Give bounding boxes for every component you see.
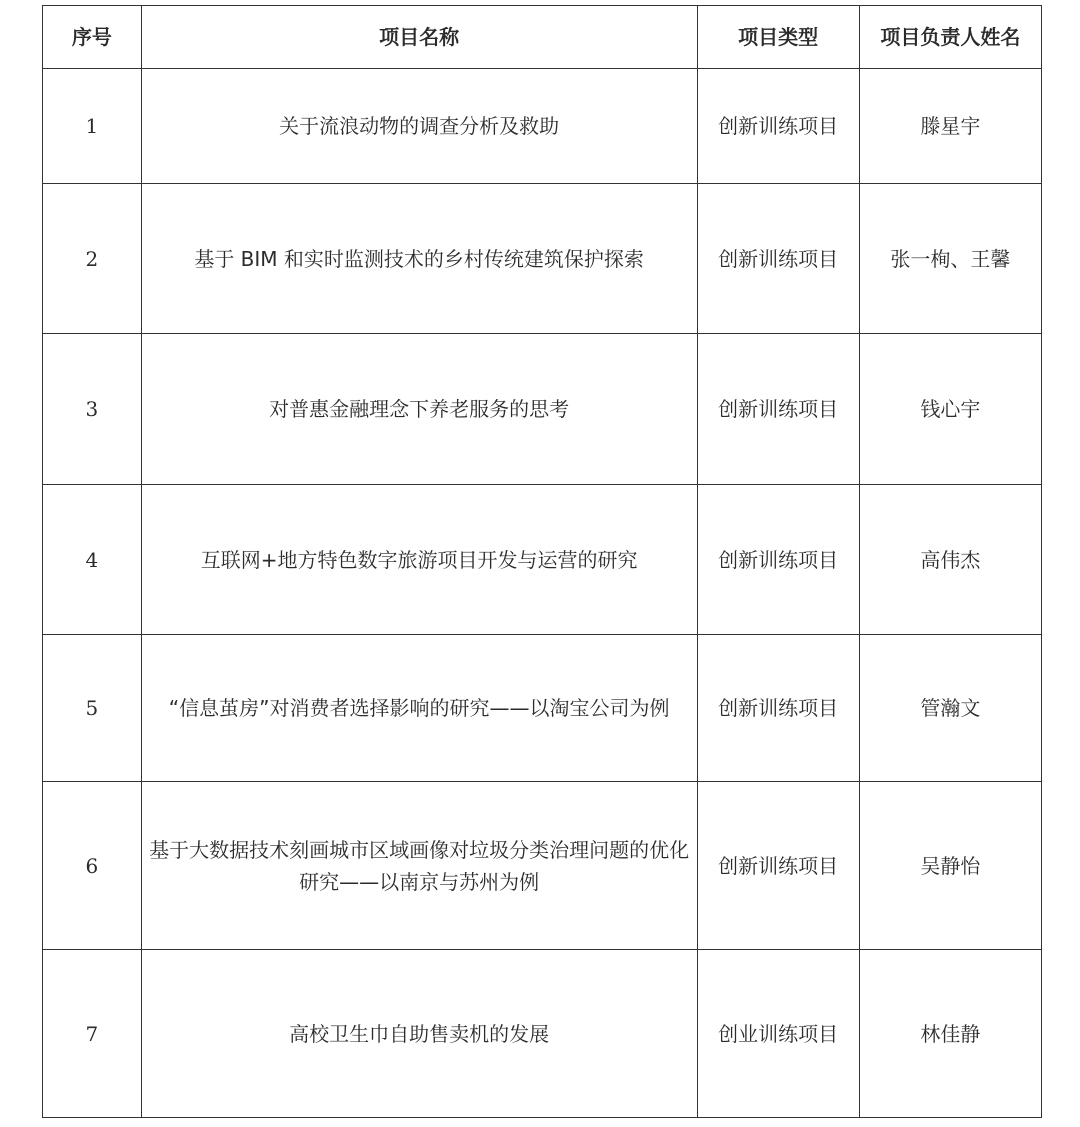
row-serial-number: 4 xyxy=(43,485,142,635)
row-project-type: 创新训练项目 xyxy=(697,635,859,782)
header-project-type: 项目类型 xyxy=(697,6,859,69)
row-project-type: 创新训练项目 xyxy=(697,334,859,485)
table-row xyxy=(43,950,1042,1118)
row-project-leader: 钱心宇 xyxy=(859,334,1041,485)
row-project-leader: 吴静怡 xyxy=(859,782,1041,950)
row-project-leader: 张一栒、王馨 xyxy=(859,184,1041,334)
row-project-name: 基于大数据技术刻画城市区域画像对垃圾分类治理问题的优化研究——以南京与苏州为例 xyxy=(141,782,697,950)
row-serial-number: 7 xyxy=(43,950,142,1118)
table-row xyxy=(43,635,1042,782)
row-serial-number: 3 xyxy=(43,334,142,485)
header-serial-number: 序号 xyxy=(43,6,142,69)
row-serial-number: 2 xyxy=(43,184,142,334)
projects-table xyxy=(42,5,1042,1118)
row-project-type: 创新训练项目 xyxy=(697,782,859,950)
row-serial-number: 1 xyxy=(43,69,142,184)
table-header-row xyxy=(43,6,1042,69)
row-project-type: 创新训练项目 xyxy=(697,184,859,334)
table-row xyxy=(43,782,1042,950)
table-row xyxy=(43,485,1042,635)
row-project-leader: 管瀚文 xyxy=(859,635,1041,782)
table-row xyxy=(43,184,1042,334)
header-project-leader: 项目负责人姓名 xyxy=(859,6,1041,69)
row-project-name: 基于 BIM 和实时监测技术的乡村传统建筑保护探索 xyxy=(141,184,697,334)
table-row xyxy=(43,334,1042,485)
row-project-type: 创新训练项目 xyxy=(697,69,859,184)
row-project-name: 高校卫生巾自助售卖机的发展 xyxy=(141,950,697,1118)
row-project-leader: 高伟杰 xyxy=(859,485,1041,635)
row-project-type: 创新训练项目 xyxy=(697,485,859,635)
row-project-name: 关于流浪动物的调查分析及救助 xyxy=(141,69,697,184)
row-project-name: 对普惠金融理念下养老服务的思考 xyxy=(141,334,697,485)
row-project-name: “信息茧房”对消费者选择影响的研究——以淘宝公司为例 xyxy=(141,635,697,782)
row-serial-number: 6 xyxy=(43,782,142,950)
row-project-leader: 滕星宇 xyxy=(859,69,1041,184)
row-serial-number: 5 xyxy=(43,635,142,782)
table-row xyxy=(43,69,1042,184)
row-project-leader: 林佳静 xyxy=(859,950,1041,1118)
header-project-name: 项目名称 xyxy=(141,6,697,69)
row-project-type: 创业训练项目 xyxy=(697,950,859,1118)
row-project-name: 互联网+地方特色数字旅游项目开发与运营的研究 xyxy=(141,485,697,635)
